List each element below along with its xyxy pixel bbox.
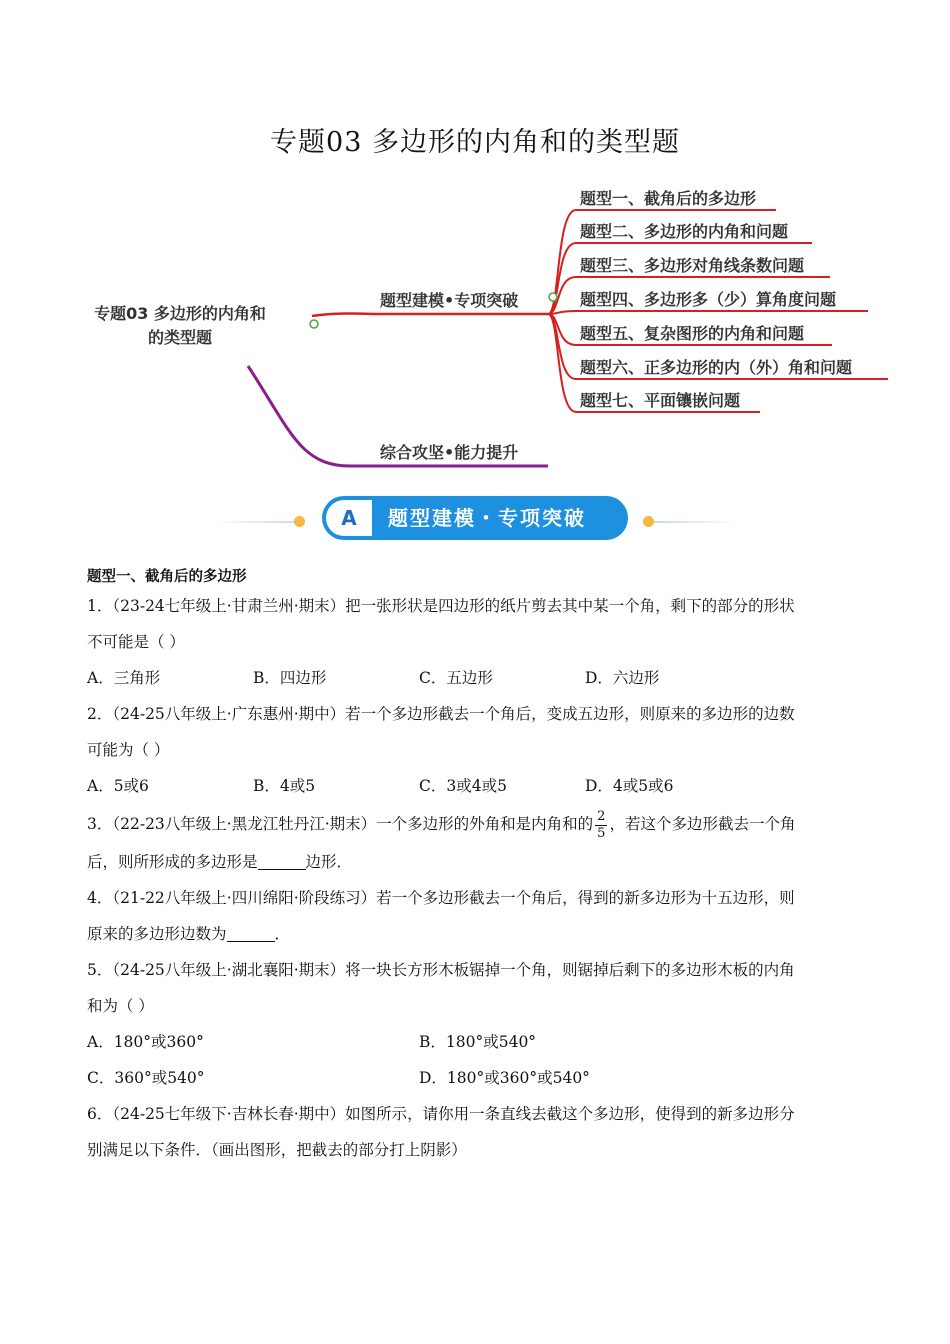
option-a: A．三角形	[87, 669, 161, 687]
fraction	[595, 809, 607, 842]
mindmap-leaf: 题型二、多边形的内角和问题	[580, 222, 789, 241]
option-b: B．4或5	[253, 777, 316, 795]
mindmap-branch-comprehensive: 综合攻坚•能力提升	[380, 443, 519, 462]
mindmap-branch-modeling: 题型建模•专项突破	[380, 291, 519, 310]
question-text: 可能为（ ）	[87, 741, 170, 759]
option-d: D．180°或360°或540°	[419, 1069, 590, 1087]
question-text-part: 原来的多边形边数为	[87, 925, 227, 943]
question-5-options-row1	[87, 1024, 857, 1060]
question-text: 4．（21-22八年级上·四川绵阳·阶段练习）若一个多边形截去一个角后，得到的新多边形为十五边形，则	[87, 889, 795, 907]
banner-text: 题型建模・专项突破	[388, 506, 586, 530]
banner-badge: A	[326, 500, 372, 536]
banner-rule-left	[214, 521, 300, 523]
question-text	[87, 804, 857, 844]
mindmap-leaf: 题型一、截角后的多边形	[580, 189, 757, 208]
option-a: A．180°或360°	[87, 1033, 204, 1051]
fraction-denominator: 5	[597, 825, 606, 841]
mindmap-root-line2: 的类型题	[147, 328, 212, 347]
question-2	[87, 696, 857, 768]
option-d: D．4或5或6	[585, 777, 674, 795]
question-text: 不可能是（ ）	[87, 633, 185, 651]
question-4	[87, 880, 857, 952]
question-text-part: 边形．	[305, 853, 353, 871]
mindmap-leaf: 题型五、复杂图形的内角和问题	[580, 324, 805, 343]
mindmap-leaf: 题型三、多边形对角线条数问题	[580, 256, 805, 275]
question-text	[87, 916, 857, 952]
mindmap-root-line1: 专题03 多边形的内角和	[94, 304, 266, 323]
option-c: C．五边形	[419, 669, 493, 687]
option-d: D．六边形	[585, 669, 660, 687]
option-b: B．四边形	[253, 669, 327, 687]
section-banner	[322, 496, 628, 540]
question-text: 和为（ ）	[87, 997, 154, 1015]
banner-rule-right	[652, 521, 738, 523]
question-text-part: 后，则所形成的多边形是	[87, 853, 258, 871]
question-list	[87, 566, 857, 1168]
question-text	[87, 844, 857, 880]
question-text: 别满足以下条件．（画出图形，把截去的部分打上阴影）	[87, 1141, 467, 1159]
question-5	[87, 952, 857, 1024]
option-a: A．5或6	[87, 777, 149, 795]
mindmap-leaf: 题型七、平面镶嵌问题	[580, 391, 741, 410]
question-text: 5．（24-25八年级上·湖北襄阳·期末）将一块长方形木板锯掉一个角，则锯掉后剩下的多边形木板的内角	[87, 961, 795, 979]
question-2-options	[87, 768, 857, 804]
question-text-part: ．	[274, 925, 291, 943]
mindmap-root	[80, 302, 280, 350]
question-3	[87, 804, 857, 880]
option-c: C．360°或540°	[87, 1069, 205, 1087]
answer-blank[interactable]	[227, 923, 275, 942]
fraction-numerator: 2	[597, 808, 606, 824]
question-text: 2．（24-25八年级上·广东惠州·期中）若一个多边形截去一个角后，变成五边形，则原来的多边形的边数	[87, 705, 795, 723]
mindmap-connectors	[0, 0, 950, 480]
question-text: 1．（23-24七年级上·甘肃兰州·期末）把一张形状是四边形的纸片剪去其中某一个角，剩下的部分的形状	[87, 597, 795, 615]
mindmap-leaf: 题型四、多边形多（少）算角度问题	[580, 290, 837, 309]
question-6	[87, 1096, 857, 1168]
banner-pill	[322, 496, 628, 540]
question-text: 6．（24-25七年级下·吉林长春·期中）如图所示，请你用一条直线去截这个多边形，使得到的新多边形分	[87, 1105, 795, 1123]
question-5-options-row2	[87, 1060, 857, 1096]
answer-blank[interactable]	[258, 851, 306, 870]
banner-dot-left	[294, 516, 305, 527]
option-b: B．180°或540°	[419, 1033, 537, 1051]
section-heading: 题型一、截角后的多边形	[87, 569, 247, 585]
question-text-part: ，若这个多边形截去一个角	[609, 815, 796, 833]
banner-dot-right	[643, 516, 654, 527]
question-1	[87, 588, 857, 660]
question-text-part: 3．（22-23八年级上·黑龙江牡丹江·期末）一个多边形的外角和是内角和的	[87, 815, 594, 833]
page-title: 专题03 多边形的内角和的类型题	[270, 127, 680, 158]
option-c: C．3或4或5	[419, 777, 507, 795]
question-1-options	[87, 660, 857, 696]
mindmap-leaf: 题型六、正多边形的内（外）角和问题	[580, 358, 853, 377]
